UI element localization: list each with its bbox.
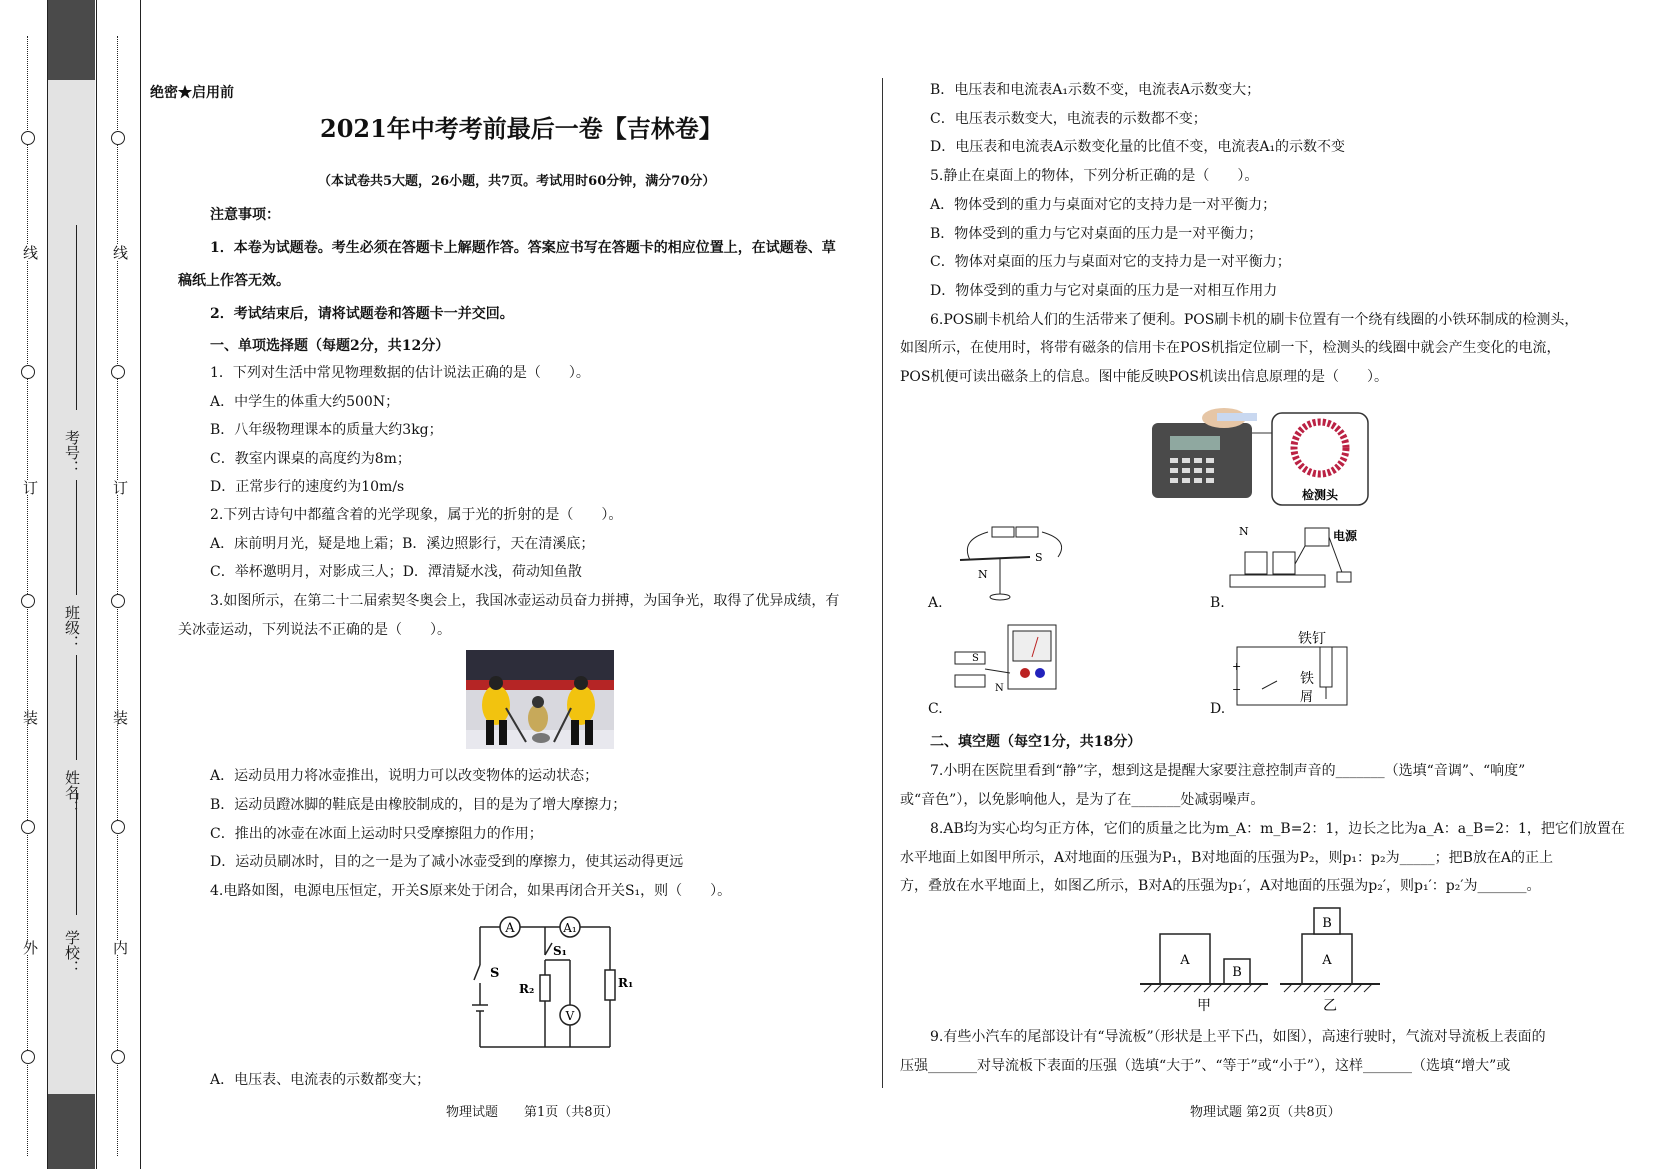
q1-d: D．正常步行的速度约为10m/s xyxy=(210,479,405,495)
q4-option-d: D．电压表和电流表A示数变化量的比值不变，电流表A₁的示数不变 xyxy=(930,139,1346,155)
left-footer: 物理试题 第1页（共8页） xyxy=(446,1105,619,1120)
q1-c: C．教室内课桌的高度约为8m； xyxy=(210,451,411,467)
label-jia: 甲 xyxy=(1197,998,1211,1014)
inner-word-zhuang: 装 xyxy=(111,710,129,725)
option-b-label: B. xyxy=(1210,595,1225,611)
binding-border xyxy=(0,0,141,1169)
q1-b: B．八年级物理课本的质量大约3kg； xyxy=(210,422,443,438)
q4-option-a: A．电压表、电流表的示数都变大； xyxy=(210,1072,431,1088)
circle-mark xyxy=(21,365,35,379)
option-c-label: C. xyxy=(928,701,943,717)
q3-line2: 关冰壶运动，下列说法不正确的是（ ）。 xyxy=(178,622,451,638)
q8-line3: 方，叠放在水平地面上，如图乙所示，B对A的压强为p₁′，A对地面的压强为p₂′，则p₁′：p₂′为_______。 xyxy=(900,878,1541,894)
fig-d-nail: 铁钉 xyxy=(1298,631,1326,647)
detector-label: 检测头 xyxy=(1301,488,1339,502)
q3-option-a: A．运动员用力将冰壶推出，说明力可以改变物体的运动状态； xyxy=(210,768,599,784)
q3-option-c: C．推出的冰壶在冰面上运动时只受摩擦阻力的作用； xyxy=(210,826,543,842)
q1-a: A．中学生的体重大约500N； xyxy=(210,394,400,410)
binding-margin xyxy=(0,0,140,1169)
circle-mark xyxy=(111,820,125,834)
school-line[interactable] xyxy=(76,790,77,915)
curling-photo xyxy=(466,650,614,749)
fig-c-n: N xyxy=(995,683,1004,694)
figure-option-d xyxy=(1232,625,1362,710)
page-title: 2021年中考考前最后一卷【吉林卷】 xyxy=(320,114,723,143)
fig-d-filings-2: 屑 xyxy=(1300,690,1314,705)
notice-title: 注意事项： xyxy=(210,207,280,223)
q9-line1: 9.有些小汽车的尾部设计有“导流板”（形状是上平下凸，如图），高速行驶时，气流对导流板上表面的 xyxy=(930,1029,1546,1045)
circle-mark xyxy=(21,820,35,834)
circle-mark xyxy=(111,594,125,608)
option-a-label: A. xyxy=(928,595,943,611)
section-1-title: 一、单项选择题（每题2分，共12分） xyxy=(210,338,450,354)
column-divider xyxy=(882,78,883,1088)
name-line[interactable] xyxy=(76,655,77,760)
outer-word-wai: 外 xyxy=(21,940,39,955)
q5-b: B．物体受到的重力与它对桌面的压力是一对平衡力； xyxy=(930,226,1263,242)
notice-2: 2．考试结束后，请将试题卷和答题卡一并交回。 xyxy=(210,306,514,322)
circle-mark xyxy=(21,594,35,608)
block-b-jia: B xyxy=(1232,965,1242,980)
q5-a: A．物体受到的重力与桌面对它的支持力是一对平衡力； xyxy=(930,197,1277,213)
q4-option-b: B．电压表和电流表A₁示数不变，电流表A示数变大； xyxy=(930,82,1261,98)
fig-a-s: S xyxy=(1035,551,1043,564)
field-class: 班级： xyxy=(63,605,81,650)
field-exam-number: 考号： xyxy=(63,430,81,475)
q3-line1: 3.如图所示，在第二十二届索契冬奥会上，我国冰壶运动员奋力拼搏，为国争光，取得了优异成绩，有 xyxy=(210,593,840,609)
q6-line2: 如图所示，在使用时，将带有磁条的信用卡在POS机指定位刷一下，检测头的线圈中就会产生变化的电流， xyxy=(900,340,1561,356)
outer-word-ding: 订 xyxy=(21,480,39,495)
circle-mark xyxy=(111,131,125,145)
q2: 2.下列古诗句中都蕴含着的光学现象，属于光的折射的是（ ）。 xyxy=(210,507,623,523)
pos-machine-figure xyxy=(1152,408,1372,508)
notice-1b: 稿纸上作答无效。 xyxy=(178,273,290,289)
q7-line1: 7.小明在医院里看到“静”字，想到这是提醒大家要注意控制声音的_______（选填“音调”、“响度” xyxy=(930,763,1526,779)
q2-ab: A．床前明月光，疑是地上霜；B．溪边照影行，天在清溪底； xyxy=(210,536,595,552)
subtitle: （本试卷共5大题，26小题，共7页。考试用时60分钟，满分70分） xyxy=(318,174,716,189)
q8-line2: 水平地面上如图甲所示，A对地面的压强为P₁，B对地面的压强为P₂，则p₁：p₂为_____；把B放在A的正上 xyxy=(900,850,1554,866)
right-footer: 物理试题 第2页（共8页） xyxy=(1190,1105,1341,1120)
option-d-label: D. xyxy=(1210,701,1226,717)
q6-line3: POS机便可读出磁条上的信息。图中能反映POS机读出信息原理的是（ ）。 xyxy=(900,369,1388,385)
outer-word-zhuang: 装 xyxy=(21,710,39,725)
q9-line2: 压强_______对导流板下表面的压强（选填“大于”、“等于”或“小于”），这样_______（选填“增大”或 xyxy=(900,1058,1511,1074)
q3-option-d: D．运动员刷冰时，目的之一是为了减小冰壶受到的摩擦力，使其运动得更远 xyxy=(210,854,684,870)
fig-b-power: 电源 xyxy=(1333,529,1358,543)
inner-word-ding: 订 xyxy=(111,480,129,495)
field-name: 姓名： xyxy=(63,770,81,815)
inner-word-xian: 线 xyxy=(111,245,129,260)
fig-d-filings-1: 铁 xyxy=(1300,671,1314,687)
block-a-yi: A xyxy=(1322,953,1332,968)
class-line[interactable] xyxy=(76,480,77,595)
circle-mark xyxy=(111,1050,125,1064)
section-2-title: 二、填空题（每空1分，共18分） xyxy=(930,734,1142,750)
circuit-ammeter-a1: A₁ xyxy=(563,921,577,935)
figure-option-b xyxy=(1225,520,1365,605)
q7-line2: 或“音色”），以免影响他人，是为了在_______处减弱噪声。 xyxy=(900,792,1265,808)
fig-c-s: S xyxy=(972,653,979,664)
q2-cd: C．举杯邀明月，对影成三人；D．潭清疑水浅，荷动知鱼散 xyxy=(210,564,582,580)
circle-mark xyxy=(111,365,125,379)
q5: 5.静止在桌面上的物体，下列分析正确的是（ ）。 xyxy=(930,168,1259,184)
outer-word-xian: 线 xyxy=(21,245,39,260)
block-a-jia: A xyxy=(1180,953,1190,968)
q8-line1: 8.AB均为实心均匀正方体，它们的质量之比为m_A：m_B=2：1，边长之比为a_A：a_B=2：1，把它们放置在 xyxy=(930,821,1625,837)
circuit-ammeter-a: A xyxy=(505,921,515,936)
q4-option-c: C．电压表示数变大，电流表的示数都不变； xyxy=(930,111,1207,127)
q5-d: D．物体受到的重力与它对桌面的压力是一对相互作用力 xyxy=(930,283,1278,299)
label-yi: 乙 xyxy=(1323,998,1337,1014)
circuit-r1: R₁ xyxy=(618,976,634,990)
circle-mark xyxy=(21,131,35,145)
exam-number-line[interactable] xyxy=(76,225,77,410)
circuit-switch-s1: S₁ xyxy=(553,944,567,958)
circuit-voltmeter: V xyxy=(565,1009,575,1023)
svg-text:+: + xyxy=(1232,660,1242,673)
field-school: 学校： xyxy=(63,930,81,975)
circuit-r2: R₂ xyxy=(519,982,535,996)
block-b-yi: B xyxy=(1322,916,1332,931)
q1: 1．下列对生活中常见物理数据的估计说法正确的是（ ）。 xyxy=(210,365,590,381)
q6-line1: 6.POS刷卡机给人们的生活带来了便利。POS刷卡机的刷卡位置有一个绕有线圈的小铁环制成的检测头， xyxy=(930,312,1579,328)
figure-option-c xyxy=(950,617,1090,707)
q3-option-b: B．运动员蹬冰脚的鞋底是由橡胶制成的，目的是为了增大摩擦力； xyxy=(210,797,627,813)
figure-option-a xyxy=(930,515,1070,605)
circuit-diagram xyxy=(460,905,634,1055)
blocks-figure xyxy=(1140,902,1400,1014)
circuit-switch-s: S xyxy=(490,966,500,981)
fig-b-n: N xyxy=(1239,525,1249,538)
fig-a-n: N xyxy=(978,568,988,581)
svg-text:−: − xyxy=(1232,683,1242,696)
q5-c: C．物体对桌面的压力与桌面对它的支持力是一对平衡力； xyxy=(930,254,1291,270)
secret-label: 绝密★启用前 xyxy=(150,85,234,101)
notice-1a: 1．本卷为试题卷。考生必须在答题卡上解题作答。答案应书写在答题卡的相应位置上，在试题卷、草 xyxy=(210,240,836,256)
q4: 4.电路如图，电源电压恒定，开关S原来处于闭合，如果再闭合开关S₁，则（ ）。 xyxy=(210,883,732,899)
circle-mark xyxy=(21,1050,35,1064)
inner-word-nei: 内 xyxy=(111,940,129,955)
